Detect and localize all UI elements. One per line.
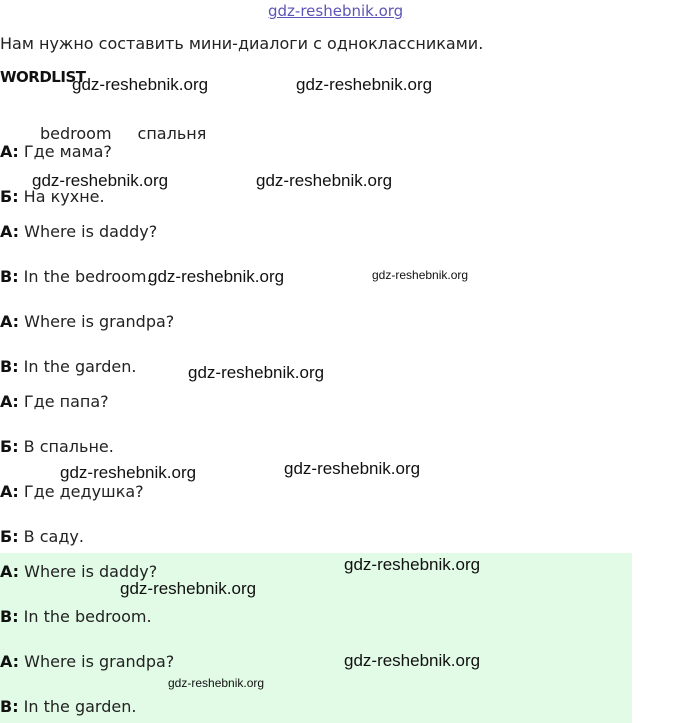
dialog-line [0,607,152,626]
line-text: В спальне. [18,437,114,456]
line-text: Where is daddy? [19,562,158,581]
watermark: gdz-reshebnik.org [284,459,421,478]
speaker: А: [0,142,19,161]
speaker: А: [0,392,19,411]
dialog-line [0,482,144,501]
site-link[interactable]: gdz-reshebnik.org [268,2,404,20]
dialog-line [0,222,157,241]
watermark: gdz-reshebnik.org [60,463,197,482]
speaker: Б: [0,527,19,546]
speaker: B: [0,357,19,376]
wordlist-title: WORDLIST [0,68,86,86]
line-text: Where is daddy? [19,222,158,241]
wordlist-word: bedroom [40,124,112,143]
watermark: gdz-reshebnik.org [72,75,209,94]
line-text: Где мама? [18,142,112,161]
line-text: In the bedroom. [18,607,152,626]
dialog-line [0,357,136,376]
wordlist-translation: спальня [137,124,207,143]
watermark: gdz-reshebnik.org [120,579,257,598]
watermark: gdz-reshebnik.org [372,268,469,282]
dialog-line [0,652,174,671]
dialog-line [0,527,84,546]
speaker: A: [0,312,20,331]
dialog-line [0,392,109,411]
wordlist-clipped-row [40,124,240,143]
line-text: В саду. [18,527,84,546]
speaker: A: [0,222,20,241]
watermark: gdz-reshebnik.org [256,171,393,190]
line-text: In the bedroom. [18,267,152,286]
intro-text: Нам нужно составить мини-диалоги с одноклассниками. [0,34,484,53]
speaker: A: [0,562,20,581]
watermark: gdz-reshebnik.org [344,555,481,574]
watermark: gdz-reshebnik.org [296,75,433,94]
line-text: Where is grandpa? [19,652,175,671]
watermark: gdz-reshebnik.org [168,676,265,690]
speaker: Б: [0,437,19,456]
dialog-line [0,312,174,331]
dialog-line [0,697,136,716]
dialog-line [0,142,112,161]
watermark: gdz-reshebnik.org [344,651,481,670]
line-text: Where is grandpa? [19,312,175,331]
watermark: gdz-reshebnik.org [148,267,285,286]
speaker: B: [0,697,19,716]
speaker: A: [0,652,20,671]
speaker: B: [0,267,19,286]
watermark: gdz-reshebnik.org [32,171,169,190]
speaker: Б: [0,187,19,206]
dialog-line [0,267,152,286]
speaker: А: [0,482,19,501]
line-text: Где дедушка? [18,482,144,501]
dialog-line [0,437,114,456]
line-text: In the garden. [18,697,137,716]
line-text: Где папа? [18,392,109,411]
line-text: На кухне. [18,187,105,206]
line-text: In the garden. [18,357,137,376]
speaker: B: [0,607,19,626]
watermark: gdz-reshebnik.org [188,363,325,382]
